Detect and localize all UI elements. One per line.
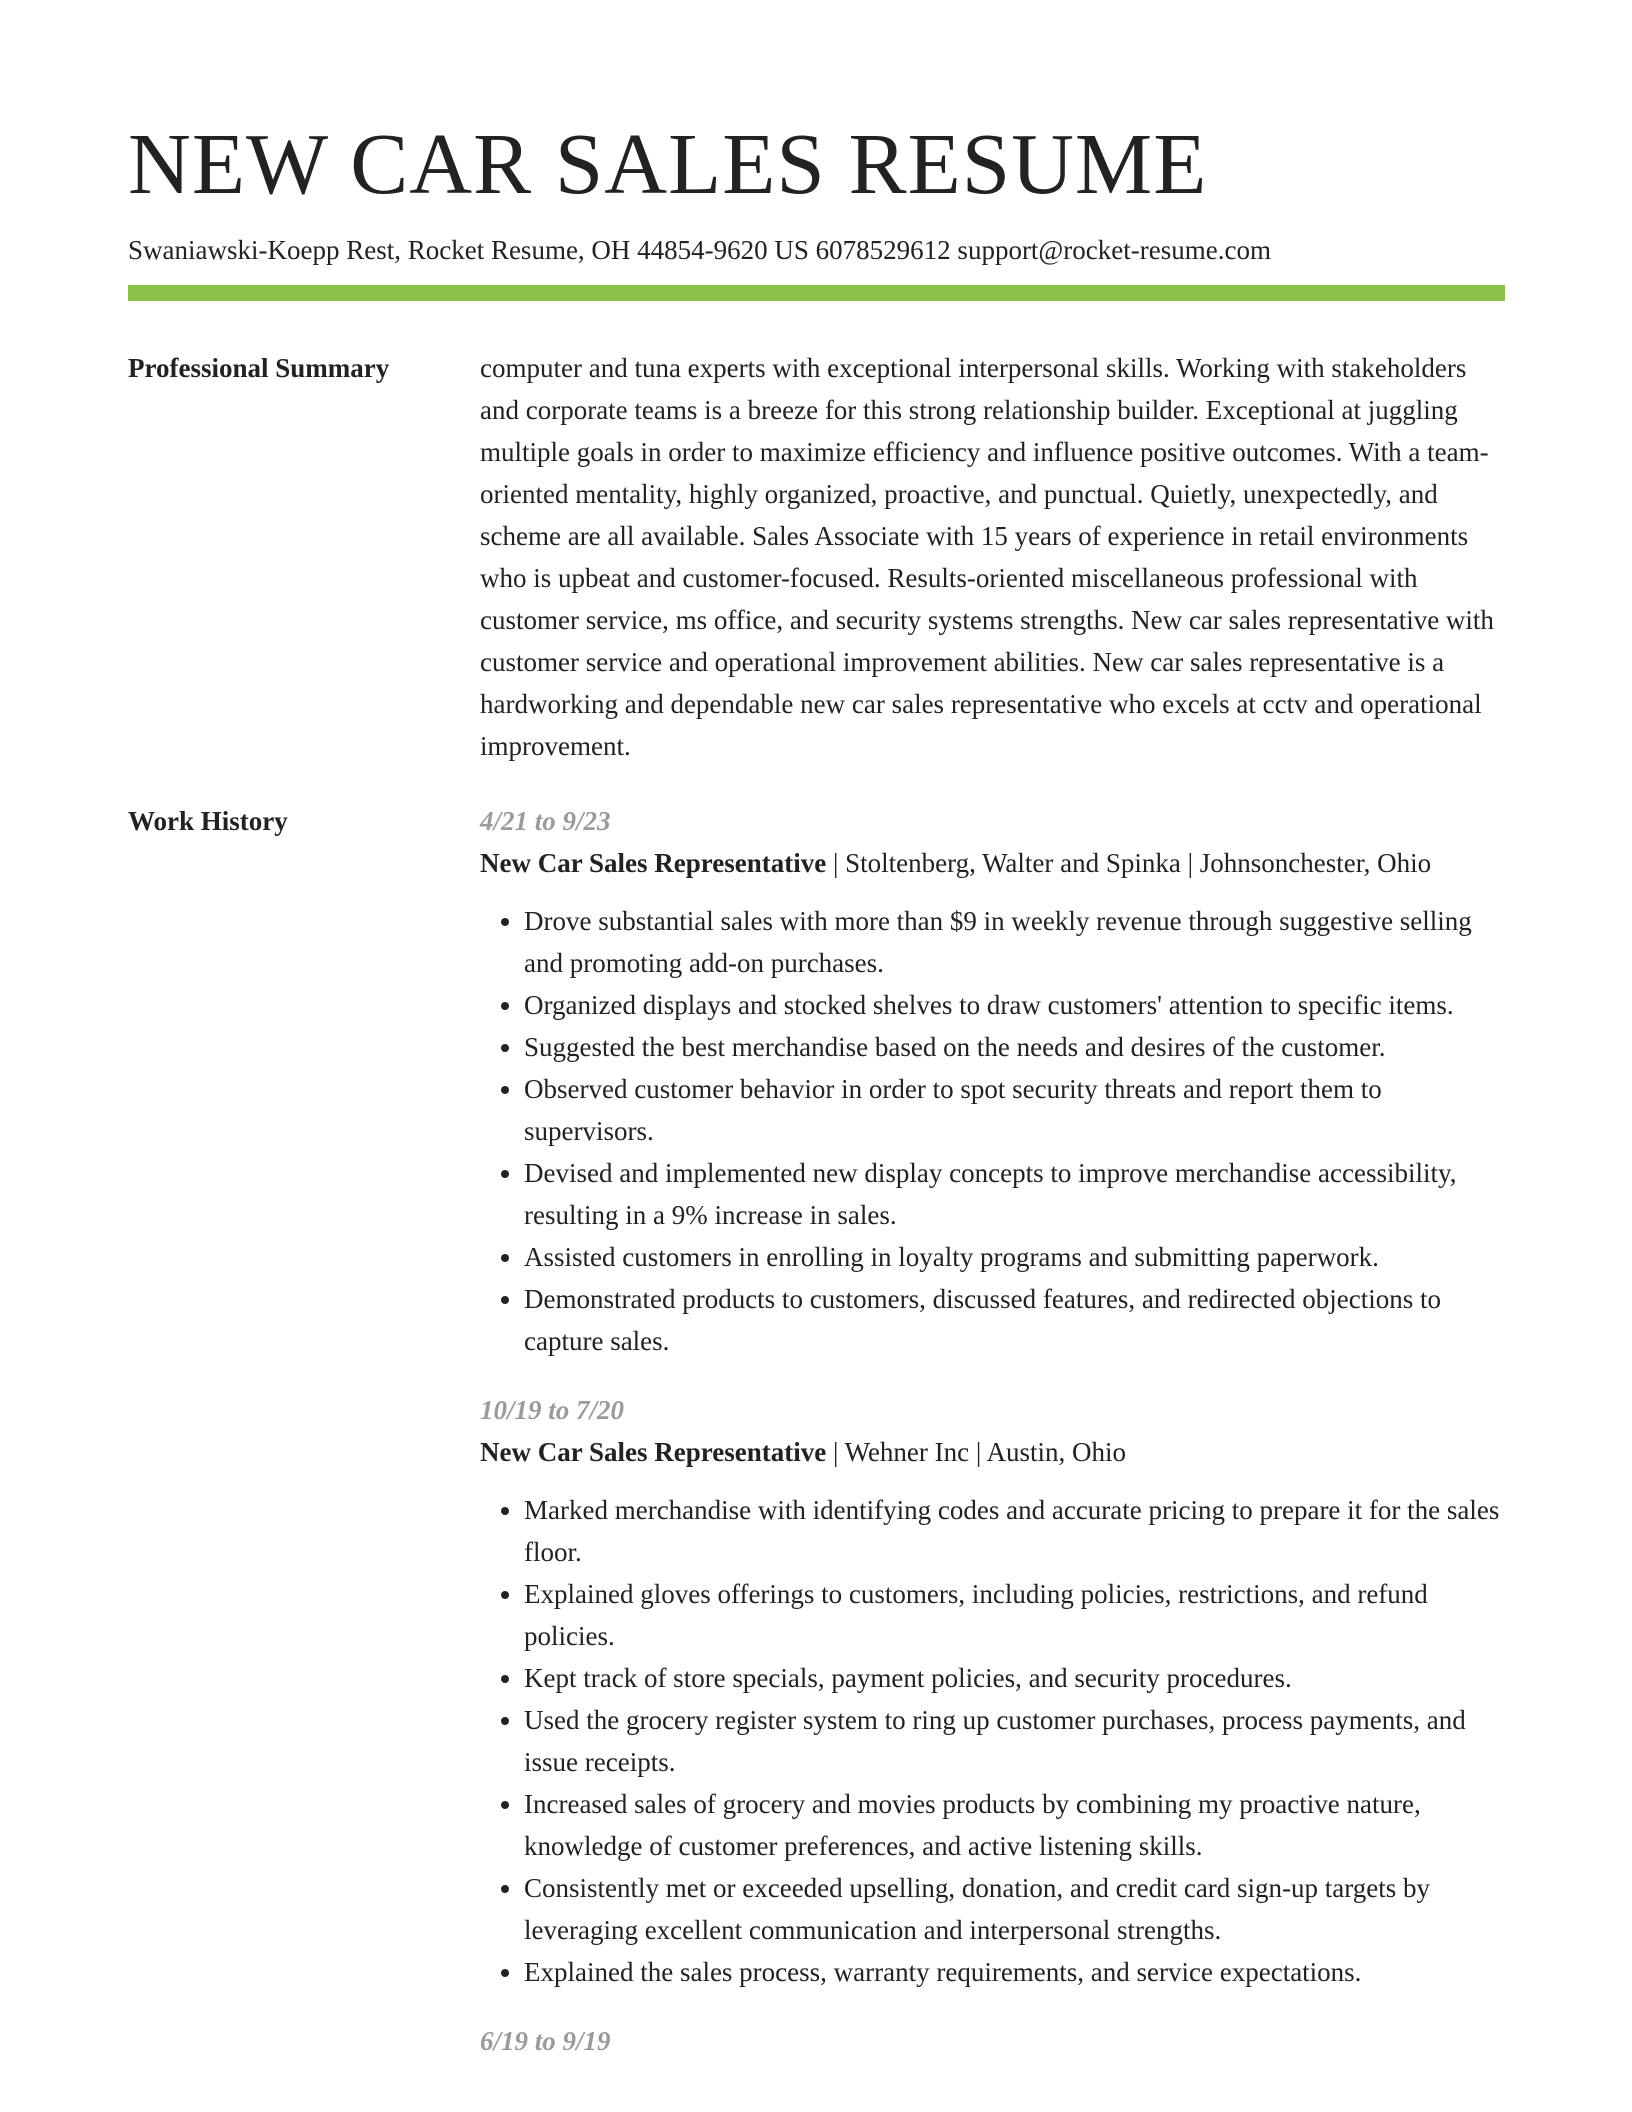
- accent-divider: [128, 285, 1505, 301]
- summary-text: computer and tuna experts with exceptional interpersonal skills. Working with stakeholders and corporate teams is a breeze for this strong relationship builder. Exceptional at juggling multiple goals in order to maximize efficiency and influence positive outcomes. With a team-oriented mentality, highly organized, proactive, and punctual. Quietly, unexpectedly, and scheme are all available. Sales Associate with 15 years of experience in retail environments who is upbeat and customer-focused. Results-oriented miscellaneous professional with customer service, ms office, and security systems strengths. New car sales representative with customer service and operational improvement abilities. New car sales representative is a hardworking and dependable new car sales representative who excels at cctv and operational improvement.: [480, 353, 1494, 761]
- contact-line: Swaniawski-Koepp Rest, Rocket Resume, OH 44854-9620 US 6078529612 support@rocket-resume.com: [128, 235, 1271, 265]
- job-title: New Car Sales Representative: [480, 848, 827, 878]
- job-dates: 10/19 to 7/20: [480, 1395, 625, 1425]
- job-bullets: [480, 1489, 1505, 1993]
- job-bullet: • Assisted customers in enrolling in loyalty programs and submitting paperwork.: [524, 1236, 1505, 1278]
- job-bullets: [480, 900, 1505, 1362]
- job-bullet: • Devised and implemented new display concepts to improve merchandise accessibility, resulting in a 9% increase in sales.: [524, 1152, 1505, 1236]
- job-bullet: • Drove substantial sales with more than $9 in weekly revenue through suggestive selling and promoting add-on purchases.: [524, 900, 1505, 984]
- job-heading: [480, 842, 1505, 884]
- job-dates: 6/19 to 9/19: [480, 2026, 611, 2056]
- professional-summary-section: [128, 353, 1505, 767]
- resume-content: [128, 353, 1505, 2095]
- work-history-body: [480, 806, 1505, 2095]
- job-entry: [480, 800, 1505, 1362]
- job-entry: [480, 2020, 1505, 2062]
- job-bullet: • Observed customer behavior in order to spot security threats and report them to supervisors.: [524, 1068, 1505, 1152]
- job-bullet: • Kept track of store specials, payment policies, and security procedures.: [524, 1657, 1505, 1699]
- job-bullet: • Demonstrated products to customers, discussed features, and redirected objections to capture sales.: [524, 1278, 1505, 1362]
- job-bullet: • Used the grocery register system to ring up customer purchases, process payments, and issue receipts.: [524, 1699, 1505, 1783]
- job-heading: [480, 1431, 1505, 1473]
- job-entry: [480, 1389, 1505, 1993]
- job-bullet: • Marked merchandise with identifying codes and accurate pricing to prepare it for the sales floor.: [524, 1489, 1505, 1573]
- job-bullet: • Increased sales of grocery and movies products by combining my proactive nature, knowledge of customer preferences, and active listening skills.: [524, 1783, 1505, 1867]
- job-employer-location: | Stoltenberg, Walter and Spinka | Johnsonchester, Ohio: [826, 848, 1432, 878]
- resume-title: NEW CAR SALES RESUME: [128, 115, 1208, 212]
- job-bullet: • Explained gloves offerings to customers, including policies, restrictions, and refund policies.: [524, 1573, 1505, 1657]
- section-label-professional-summary: Professional Summary: [128, 353, 390, 383]
- job-bullet: • Organized displays and stocked shelves to draw customers' attention to specific items.: [524, 984, 1505, 1026]
- section-label-work-history: Work History: [128, 806, 288, 836]
- work-history-section: [128, 806, 1505, 2095]
- job-bullet: • Explained the sales process, warranty requirements, and service expectations.: [524, 1951, 1505, 1993]
- summary-body: [480, 353, 1505, 767]
- job-bullet: • Consistently met or exceeded upselling, donation, and credit card sign-up targets by leveraging excellent communication and interpersonal strengths.: [524, 1867, 1505, 1951]
- job-bullet: • Suggested the best merchandise based on the needs and desires of the customer.: [524, 1026, 1505, 1068]
- job-dates: 4/21 to 9/23: [480, 806, 611, 836]
- job-employer-location: | Wehner Inc | Austin, Ohio: [826, 1437, 1127, 1467]
- job-title: New Car Sales Representative: [480, 1437, 827, 1467]
